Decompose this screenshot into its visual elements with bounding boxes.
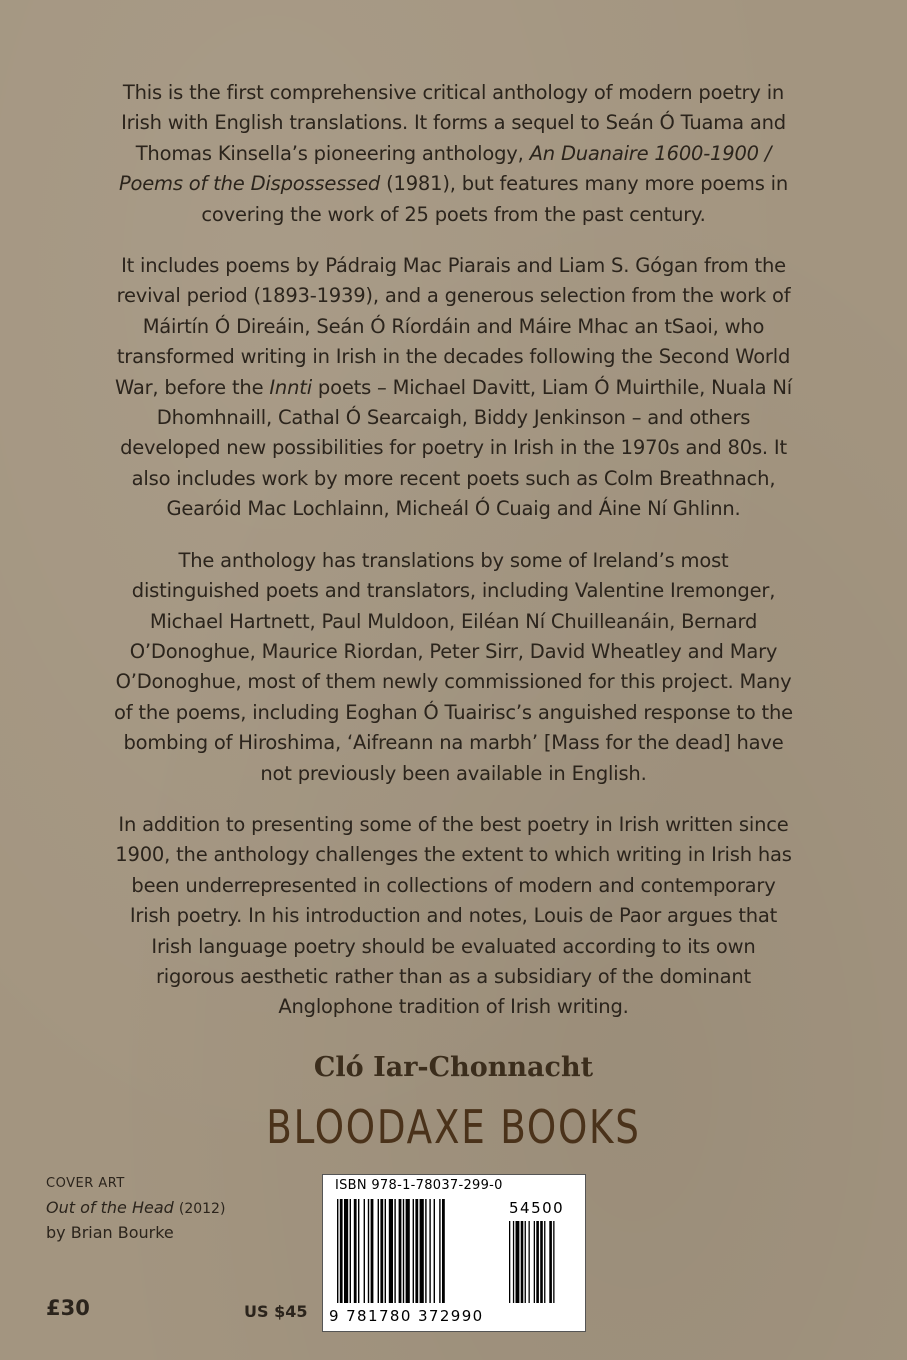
cover-art-label: COVER ART <box>46 1176 125 1191</box>
barcode-bar <box>358 1199 359 1303</box>
isbn-number: ISBN 978-1-78037-299-0 <box>335 1178 503 1193</box>
barcode-bar <box>415 1199 418 1303</box>
barcode-bar <box>434 1199 435 1303</box>
barcode-addon-bar <box>525 1221 526 1303</box>
barcode-bar <box>380 1199 383 1303</box>
barcode-addon-bar <box>553 1221 554 1303</box>
cover-art-credit <box>46 1172 225 1245</box>
cover-art-year: (2012) <box>178 1201 226 1217</box>
barcode-addon-bar <box>540 1221 543 1303</box>
publisher-cló-iar-chonnacht: Cló Iar-Chonnacht <box>313 1052 594 1083</box>
barcode-bar <box>429 1199 430 1303</box>
barcode-bar <box>350 1199 351 1303</box>
barcode-bar <box>394 1199 395 1303</box>
barcode-bar <box>385 1199 386 1303</box>
barcode-bar <box>378 1199 379 1303</box>
barcode-bar <box>368 1199 369 1303</box>
barcode-addon-bar <box>544 1221 545 1303</box>
blurb <box>112 78 795 1044</box>
price-us: US $45 <box>244 1302 308 1321</box>
barcode-bar <box>439 1199 440 1303</box>
price-gb: £30 <box>46 1296 90 1320</box>
price-code: 54500 <box>509 1199 565 1217</box>
barcode-addon-bar <box>516 1221 520 1303</box>
blurb-paragraph-2: It includes poems by Pádraig Mac Piarais and Liam S. Gógan from the revival period (1893-1939), and a generous selection from the work of Máirtín Ó Direáin, Seán Ó Ríordáin and Máire Mhac an tSaoi, who transformed writing in Irish in the decades following the Second World War, before the Innti poets – Michael Davitt, Liam Ó Muirthile, Nuala Ní Dhomhnaill, Cathal Ó Searcaigh, Biddy Jenkinson – and others developed new possibilities for poetry in Irish in the 1970s and 80s. It also includes work by more recent poets such as Colm Breathnach, Gearóid Mac Lochlainn, Micheál Ó Cuaig and Áine Ní Ghlinn. <box>115 254 792 521</box>
barcode-addon-bar <box>521 1221 524 1303</box>
cover-art-title: Out of the Head <box>46 1198 174 1217</box>
barcode-bar <box>371 1199 374 1303</box>
barcode-bar <box>442 1199 445 1303</box>
barcode-addon-bar <box>509 1221 510 1303</box>
barcode-bar <box>403 1199 404 1303</box>
barcode-addon-bar <box>536 1221 539 1303</box>
barcode-bar <box>389 1199 393 1303</box>
barcode-bar <box>364 1199 365 1303</box>
barcode-bar <box>340 1199 343 1303</box>
barcode-bar <box>399 1199 402 1303</box>
publisher-bloodaxe-books: BLOODAXE BOOKS <box>266 1100 641 1154</box>
blurb-paragraph-1: This is the first comprehensive critical anthology of modern poetry in Irish with English translations. It forms a sequel to Seán Ó Tuama and Thomas Kinsella’s pioneering anthology, An Duanaire 1600-1900 / Poems of the Dispossessed (1981), but features many more poems in covering the work of 25 poets from the past century. <box>118 81 789 226</box>
barcode-bar <box>354 1199 357 1303</box>
barcode-addon-bar <box>529 1221 530 1303</box>
barcode-addon-bar <box>534 1221 535 1303</box>
cover-art-title-line <box>46 1196 225 1221</box>
barcode-bar <box>344 1199 348 1303</box>
barcode-bar <box>413 1199 414 1303</box>
blurb-paragraph-4: In addition to presenting some of the best poetry in Irish written since 1900, the anthology challenges the extent to which writing in Irish has been underrepresented in collections of modern and contemporary Irish poetry. In his introduction and notes, Louis de Paor argues that Irish language poetry should be evaluated according to its own rigorous aesthetic rather than as a subsidiary of the dominant Anglophone tradition of Irish writing. <box>115 812 792 1019</box>
blurb-paragraph-3: The anthology has translations by some of Ireland’s most distinguished poets and translators, including Valentine Iremonger, Michael Hartnett, Paul Muldoon, Eiléan Ní Chuilleanáin, Bernard O’Donoghue, Maurice Riordan, Peter Sirr, David Wheatley and Mary O’Donoghue, most of them newly commissioned for this project. Many of the poems, including Eoghan Ó Tuairisc’s anguished response to the bombing of Hiroshima, ‘Aifreann na marbh’ [Mass for the dead] have not previously been available in English. <box>114 548 793 785</box>
barcode <box>322 1174 586 1332</box>
ean-digits: 9 781780 372990 <box>329 1307 484 1325</box>
barcode-bar <box>406 1199 410 1303</box>
barcode-bar <box>425 1199 426 1303</box>
barcode-bar <box>420 1199 424 1303</box>
barcode-addon-bar <box>549 1221 552 1303</box>
barcode-addon-bar <box>513 1221 514 1303</box>
barcode-bar <box>337 1199 338 1303</box>
cover-art-artist: by Brian Bourke <box>46 1223 174 1242</box>
